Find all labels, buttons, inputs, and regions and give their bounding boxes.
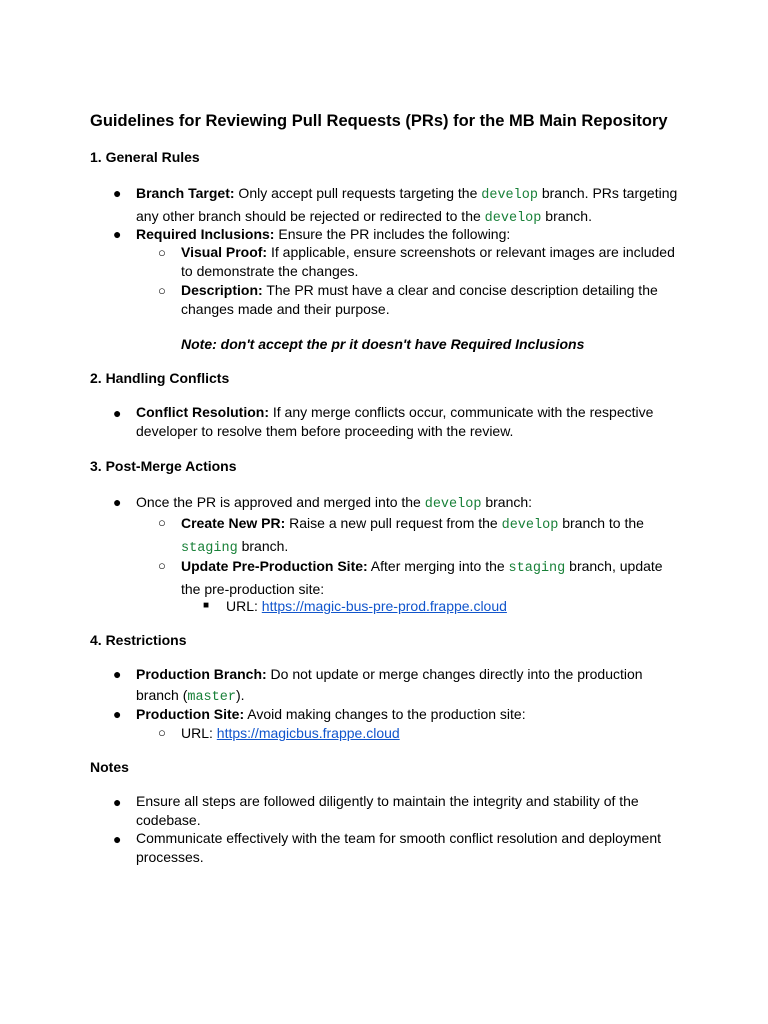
code-develop: develop (501, 518, 559, 533)
list-item-production-branch: Production Branch: Do not update or merge changes directly into the production branch (master). (136, 666, 643, 705)
list-item-visual-proof: Visual Proof: If applicable, ensure screenshots or relevant images are included to demonstrate the changes. (181, 244, 675, 279)
bullet-icon: ● (113, 706, 122, 722)
circle-bullet-icon: ○ (158, 515, 166, 530)
code-staging: staging (181, 541, 238, 556)
circle-bullet-icon: ○ (158, 245, 166, 260)
bullet-icon: ● (113, 831, 122, 847)
section-heading-notes: Notes (90, 759, 129, 775)
list-item-create-new-pr: Create New PR: Raise a new pull request from the develop branch to the staging branch. (181, 515, 644, 556)
list-item-description: Description: The PR must have a clear and concise description detailing the changes made and their purpose. (181, 282, 658, 317)
code-staging: staging (508, 561, 566, 576)
bullet-icon: ● (113, 405, 122, 421)
bullet-icon: ● (113, 666, 122, 682)
square-bullet-icon: ■ (203, 600, 210, 611)
circle-bullet-icon: ○ (158, 558, 166, 573)
section-heading-post-merge-actions: 3. Post-Merge Actions (90, 458, 237, 474)
bullet-icon: ● (113, 794, 122, 810)
bullet-icon: ● (113, 494, 122, 510)
code-develop: develop (481, 188, 538, 203)
note-required-inclusions: Note: don't accept the pr it doesn't have Required Inclusions (181, 336, 585, 352)
list-item-note-2: Communicate effectively with the team for smooth conflict resolution and deployment processes. (136, 830, 661, 865)
list-item-post-merge-intro: Once the PR is approved and merged into the develop branch: (136, 494, 533, 512)
list-item-preprod-url: URL: https://magic-bus-pre-prod.frappe.cloud (226, 598, 507, 614)
bullet-icon: ● (113, 185, 122, 201)
section-heading-general-rules: 1. General Rules (90, 149, 200, 165)
list-item-note-1: Ensure all steps are followed diligently to maintain the integrity and stability of the codebase. (136, 793, 639, 828)
section-heading-handling-conflicts: 2. Handling Conflicts (90, 370, 230, 386)
document-title: Guidelines for Reviewing Pull Requests (PRs) for the MB Main Repository (90, 112, 668, 130)
section-heading-restrictions: 4. Restrictions (90, 632, 187, 648)
bullet-icon: ● (113, 226, 122, 242)
list-item-production-site: Production Site: Avoid making changes to the production site: (136, 706, 526, 722)
production-url-link[interactable]: https://magicbus.frappe.cloud (216, 725, 400, 741)
list-item-update-preprod: Update Pre-Production Site: After merging into the staging branch, update the pre-production site: (181, 558, 663, 597)
circle-bullet-icon: ○ (158, 725, 166, 740)
code-develop: develop (424, 497, 482, 512)
code-develop: develop (484, 211, 542, 226)
list-item-branch-target: Branch Target: Only accept pull requests targeting the develop branch. PRs targeting any other branch should be rejected or redirected to the develop branch. (136, 185, 678, 226)
code-master: master (187, 690, 236, 705)
list-item-production-url: URL: https://magicbus.frappe.cloud (181, 725, 400, 741)
list-item-conflict-resolution: Conflict Resolution: If any merge conflicts occur, communicate with the respective developer to resolve them before proceeding with the review. (136, 404, 654, 439)
circle-bullet-icon: ○ (158, 283, 166, 298)
list-item-required-inclusions: Required Inclusions: Ensure the PR includes the following: (136, 226, 511, 242)
preprod-url-link[interactable]: https://magic-bus-pre-prod.frappe.cloud (261, 598, 507, 614)
